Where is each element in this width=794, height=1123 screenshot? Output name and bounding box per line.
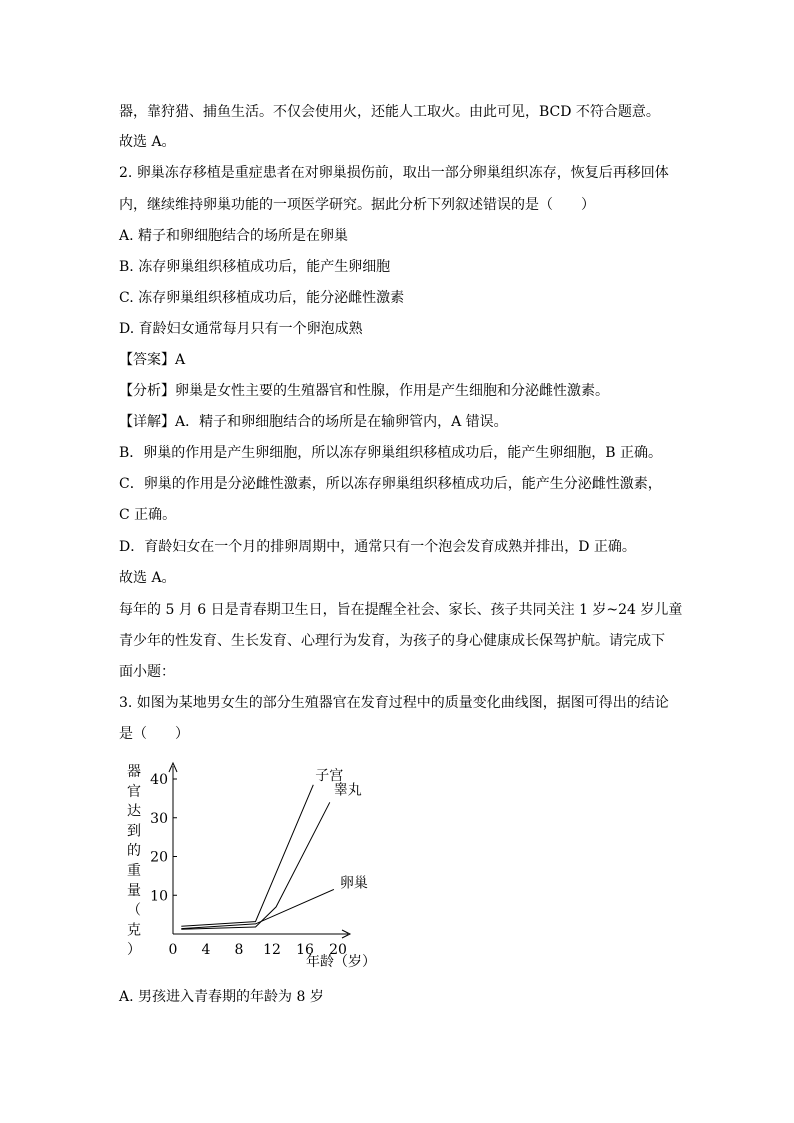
text-line: B．卵巢的作用是产生卵细胞，所以冻存卵巢组织移植成功后，能产生卵细胞，B 正确。 — [119, 445, 663, 461]
series-label: 子宫 — [315, 767, 344, 784]
text-line: C．卵巢的作用是分泌雌性激素，所以冻存卵巢组织移植成功后，能产生分泌雌性激素， — [119, 476, 662, 492]
ticks — [150, 772, 347, 958]
text-line: 面小题： — [119, 664, 175, 680]
x-tick-label: 4 — [201, 942, 211, 958]
x-tick-label: 0 — [168, 942, 178, 958]
text-line: 故选 A。 — [119, 570, 176, 586]
x-tick-label: 8 — [234, 942, 244, 958]
y-tick-label: 30 — [150, 810, 168, 827]
organ-weight-chart — [120, 758, 390, 978]
y-label-char: 克 — [127, 922, 141, 939]
option-a: A. 男孩进入青春期的年龄为 8 岁 — [119, 989, 324, 1005]
text-line: 青少年的性发育、生长发育、心理行为发育，为孩子的身心健康成长保驾护航。请完成下 — [119, 633, 665, 649]
text-line: 3. 如图为某地男女生的部分生殖器官在发育过程中的质量变化曲线图，据图可得出的结论 — [119, 695, 669, 711]
series-line-2 — [181, 802, 329, 929]
y-label-char: 的 — [127, 843, 141, 860]
series-lines — [181, 768, 368, 929]
x-tick-label: 20 — [329, 942, 347, 958]
text-line: B. 冻存卵巢组织移植成功后，能产生卵细胞 — [119, 259, 391, 275]
y-label-char: ） — [127, 942, 141, 959]
y-label-char: 重 — [127, 863, 141, 879]
text-line: C 正确。 — [119, 507, 177, 523]
text-line: 【分析】卵巢是女性主要的生殖器官和性腺，作用是产生细胞和分泌雌性激素。 — [119, 383, 609, 399]
y-label-char: 达 — [127, 803, 141, 820]
series-line-3 — [181, 889, 334, 928]
text-line: 每年的 5 月 6 日是青春期卫生日，旨在提醒全社会、家长、孩子共同关注 1 岁~24 岁儿童 — [119, 602, 683, 618]
text-line: C. 冻存卵巢组织移植成功后，能分泌雌性激素 — [119, 290, 405, 306]
x-axis-label: 年龄（岁） — [306, 954, 376, 970]
y-axis-label — [127, 764, 141, 958]
series-label: 卵巢 — [339, 875, 368, 892]
text-line: 【详解】A．精子和卵细胞结合的场所是在输卵管内，A 错误。 — [119, 414, 508, 430]
text-line: 是（ ） — [119, 726, 189, 742]
text-line: 器，靠狩猎、捕鱼生活。不仅会使用火，还能人工取火。由此可见，BCD 不符合题意。 — [119, 104, 660, 120]
text-line: A. 精子和卵细胞结合的场所是在卵巢 — [119, 228, 349, 244]
text-line: D．育龄妇女在一个月的排卵周期中，通常只有一个泡会发育成熟并排出，D 正确。 — [119, 539, 636, 555]
y-tick-label: 40 — [150, 772, 168, 788]
x-tick-label: 16 — [296, 942, 314, 958]
y-label-char: 到 — [127, 823, 141, 840]
y-tick-label: 20 — [150, 849, 168, 866]
text-line: 内，继续维持卵巢功能的一项医学研究。据此分析下列叙述错误的是（ ） — [119, 197, 595, 213]
y-label-char: 量 — [127, 882, 141, 899]
y-tick-label: 10 — [150, 888, 168, 905]
x-tick-label: 12 — [263, 942, 281, 958]
text-line: 故选 A。 — [119, 134, 176, 150]
text-line: D. 育龄妇女通常每月只有一个卵泡成熟 — [119, 321, 363, 337]
y-label-char: （ — [127, 902, 141, 919]
series-line-1 — [181, 785, 313, 927]
text-line: 2. 卵巢冻存移植是重症患者在对卵巢损伤前，取出一部分卵巢组织冻存，恢复后再移回体 — [119, 165, 669, 181]
y-label-char: 官 — [127, 783, 141, 800]
y-label-char: 器 — [127, 764, 141, 780]
text-line: 【答案】A — [119, 352, 186, 368]
series-label: 睾丸 — [333, 782, 362, 799]
